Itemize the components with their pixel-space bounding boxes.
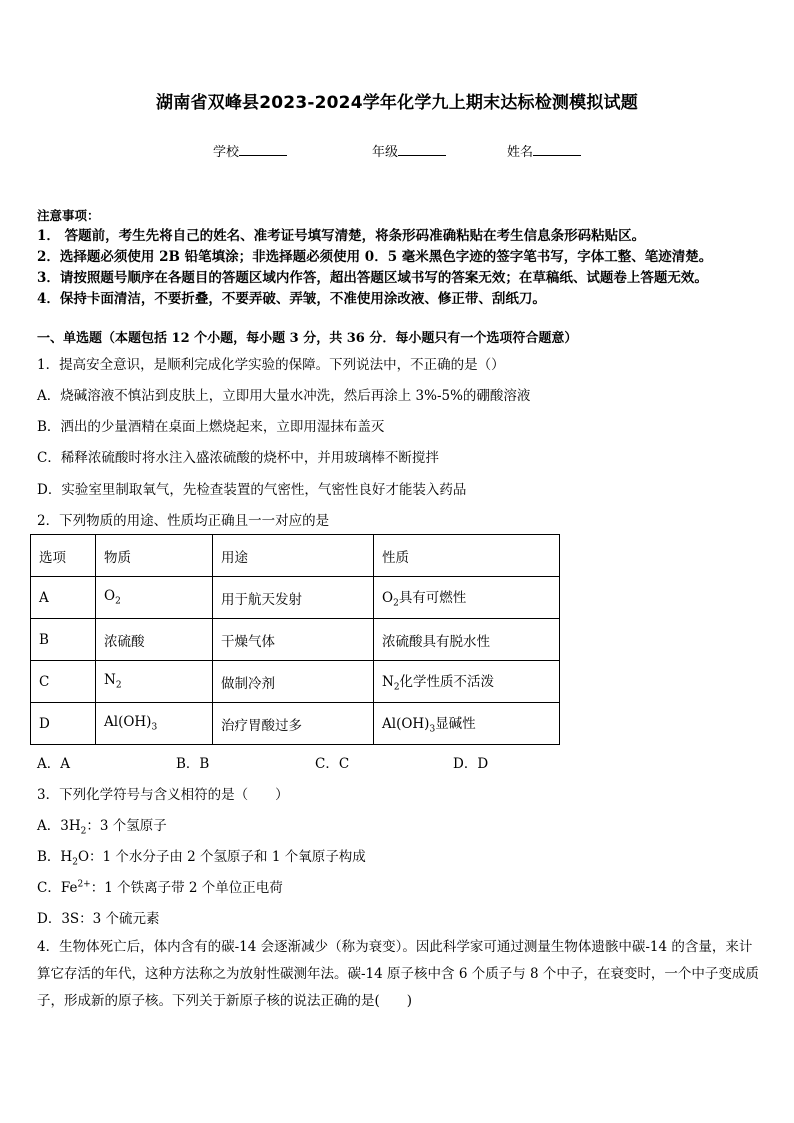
note-item: 1． 答题前，考生先将自己的姓名、准考证号填写清楚，将条形码准确粘贴在考生信息条形码粘贴区。 [37, 228, 646, 244]
table-cell-option: B [31, 619, 96, 661]
table-cell-substance: $Al(OH)_3$ [96, 703, 213, 745]
q2-option-d[interactable]: D．D [453, 756, 489, 772]
q2-stem: 2．下列物质的用途、性质均正确且一一对应的是 [37, 513, 330, 529]
table-header-row [31, 535, 560, 577]
q1-option-d[interactable]: D．实验室里制取氧气，先检查装置的气密性，气密性良好才能装入药品 [37, 482, 467, 498]
q2-option-c[interactable]: C．C [315, 756, 350, 772]
table-row [31, 661, 560, 703]
grade-blank [398, 142, 446, 156]
table-cell-substance: 浓硫酸 [96, 619, 213, 661]
grade-label: 年级 [372, 145, 399, 160]
table-header-cell: 物质 [96, 535, 213, 577]
table-row [31, 577, 560, 619]
table-cell-use: 用于航天发射 [213, 577, 374, 619]
q1-option-b[interactable]: B．洒出的少量酒精在桌面上燃烧起来，立即用湿抹布盖灭 [37, 419, 385, 435]
school-label: 学校 [213, 145, 240, 160]
name-field[interactable] [507, 141, 581, 160]
table-header-cell: 选项 [31, 535, 96, 577]
q2-options [0, 752, 794, 770]
table-row [31, 619, 560, 661]
note-item: 3．请按照题号顺序在各题目的答题区域内作答，超出答题区域书写的答案无效；在草稿纸、试题卷上答题无效。 [37, 270, 708, 286]
q4-stem: 4．生物体死亡后，体内含有的碳-14 会逐渐减少（称为衰变）。因此科学家可通过测量生物体遗骸中碳-14 的含量，来计算它存活的年代，这种方法称之为放射性碳测年法。碳-14 原子核中含 6 个质子与 8 个中子，在衰变时，一个中子变成质子，形成新的原子核。下列关于新原子核的说法正确的是( ) [37, 939, 759, 1009]
notes-heading: 注意事项： [37, 208, 100, 223]
q3-option-a[interactable]: A．$3H_2$：3 个氢原子 [37, 818, 167, 837]
q1-option-a[interactable]: A．烧碱溶液不慎沾到皮肤上，立即用大量水冲洗，然后再涂上 3%-5%的硼酸溶液 [37, 388, 531, 404]
q3-stem: 3．下列化学符号与含义相符的是（ ） [37, 787, 289, 803]
table-cell-property: $N_2$化学性质不活泼 [374, 661, 560, 703]
table-cell-use: 干燥气体 [213, 619, 374, 661]
table-cell-substance: $N_2$ [96, 661, 213, 703]
table-cell-option: D [31, 703, 96, 745]
q1-stem: 1．提高安全意识，是顺利完成化学实验的保障。下列说法中，不正确的是（） [37, 357, 505, 373]
name-label: 姓名 [507, 145, 534, 160]
table-cell-substance: $O_2$ [96, 577, 213, 619]
q3-option-c[interactable]: C．$Fe^{2+}$：1 个铁离子带 2 个单位正电荷 [37, 879, 283, 896]
q2-option-b[interactable]: B．B [176, 756, 210, 772]
table-cell-option: A [31, 577, 96, 619]
table-cell-use: 做制冷剂 [213, 661, 374, 703]
page-title: 湖南省双峰县2023-2024学年化学九上期末达标检测模拟试题 [156, 93, 638, 113]
grade-field[interactable] [372, 141, 446, 160]
school-blank [239, 142, 287, 156]
name-blank [533, 142, 581, 156]
note-item: 4．保持卡面清洁，不要折叠，不要弄破、弄皱，不准使用涂改液、修正带、刮纸刀。 [37, 291, 546, 307]
table-header-cell: 性质 [374, 535, 560, 577]
note-item: 2．选择题必须使用 2B 铅笔填涂；非选择题必须使用 0．5 毫米黑色字迹的签字笔书写，字体工整、笔迹清楚。 [37, 249, 713, 265]
q2-table [30, 534, 560, 745]
table-cell-option: C [31, 661, 96, 703]
notes-block [37, 205, 712, 310]
table-row [31, 703, 560, 745]
q2-option-a[interactable]: A．A [37, 756, 70, 772]
q1-option-c[interactable]: C．稀释浓硫酸时将水注入盛浓硫酸的烧杯中，并用玻璃棒不断搅拌 [37, 450, 439, 466]
q3-option-d[interactable]: D．3S：3 个硫元素 [37, 911, 160, 927]
q3-option-b[interactable]: B．$H_2O$：1 个水分子由 2 个氢原子和 1 个氧原子构成 [37, 849, 366, 868]
table-cell-use: 治疗胃酸过多 [213, 703, 374, 745]
table-cell-property: 浓硫酸具有脱水性 [374, 619, 560, 661]
school-field[interactable] [213, 141, 287, 160]
section-heading: 一、单选题（本题包括 12 个小题，每小题 3 分，共 36 分．每小题只有一个选项符合题意） [37, 331, 578, 346]
table-cell-property: $Al(OH)_3$显碱性 [374, 703, 560, 745]
table-cell-property: $O_2$具有可燃性 [374, 577, 560, 619]
table-header-cell: 用途 [213, 535, 374, 577]
